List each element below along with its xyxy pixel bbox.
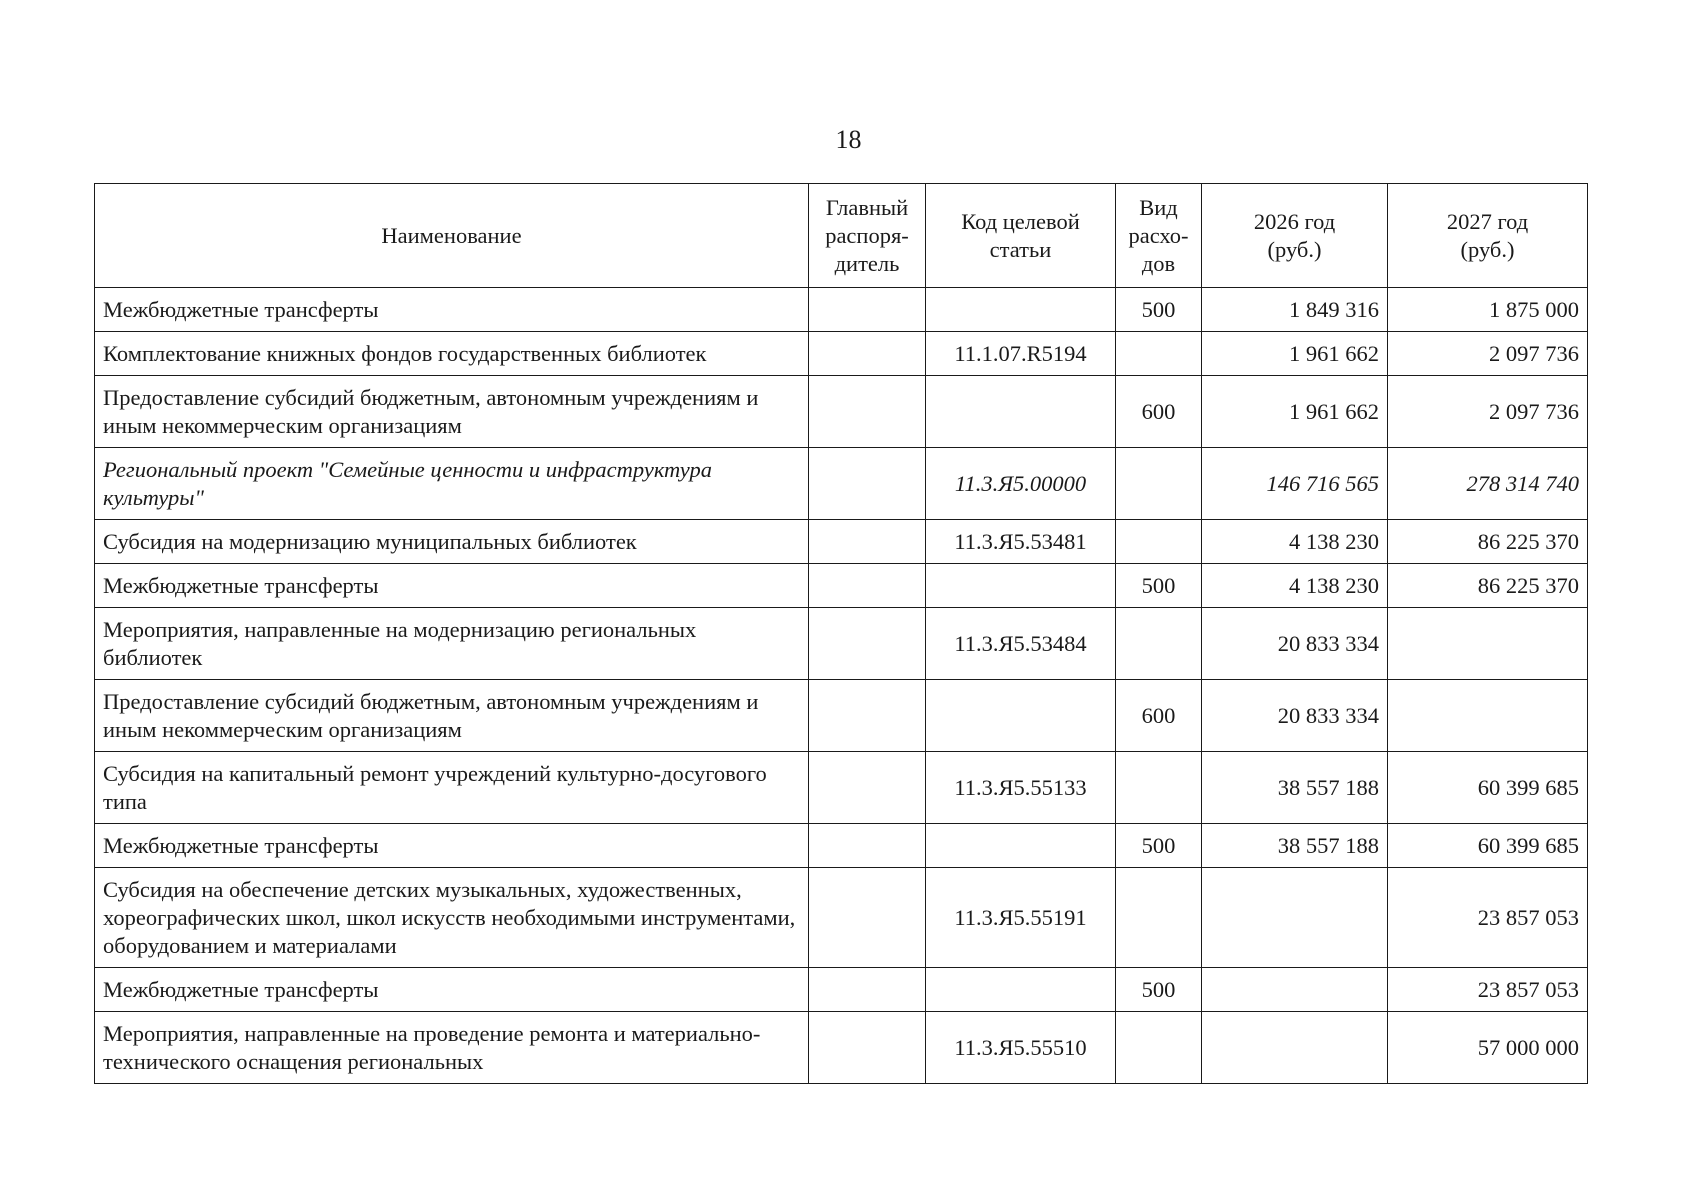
cell-2026: 1 961 662 — [1202, 376, 1388, 448]
cell-2027: 1 875 000 — [1388, 288, 1588, 332]
cell-2027 — [1388, 680, 1588, 752]
cell-2026: 146 716 565 — [1202, 448, 1388, 520]
cell-2027: 86 225 370 — [1388, 564, 1588, 608]
cell-name: Предоставление субсидий бюджетным, автономным учреждениям и иным некоммерческим организациям — [95, 376, 809, 448]
cell-2027: 60 399 685 — [1388, 752, 1588, 824]
cell-name: Субсидия на модернизацию муниципальных библиотек — [95, 520, 809, 564]
header-2026: 2026 год (руб.) — [1202, 184, 1388, 288]
cell-manager — [809, 752, 926, 824]
table-row — [95, 332, 1588, 376]
cell-type — [1116, 520, 1202, 564]
cell-2027: 278 314 740 — [1388, 448, 1588, 520]
cell-2026: 38 557 188 — [1202, 752, 1388, 824]
table-row — [95, 1012, 1588, 1084]
cell-type — [1116, 608, 1202, 680]
cell-manager — [809, 520, 926, 564]
header-name: Наименование — [95, 184, 809, 288]
cell-manager — [809, 288, 926, 332]
cell-name: Региональный проект "Семейные ценности и инфраструктура культуры" — [95, 448, 809, 520]
cell-manager — [809, 332, 926, 376]
cell-manager — [809, 1012, 926, 1084]
header-code: Код целевой статьи — [926, 184, 1116, 288]
cell-code — [926, 680, 1116, 752]
cell-name: Мероприятия, направленные на модернизацию региональных библиотек — [95, 608, 809, 680]
cell-2026 — [1202, 1012, 1388, 1084]
table-row — [95, 824, 1588, 868]
cell-manager — [809, 968, 926, 1012]
cell-code — [926, 376, 1116, 448]
cell-type: 500 — [1116, 968, 1202, 1012]
budget-table — [94, 183, 1588, 1084]
cell-type — [1116, 1012, 1202, 1084]
cell-type — [1116, 332, 1202, 376]
cell-name: Мероприятия, направленные на проведение ремонта и материально-технического оснащения региональных — [95, 1012, 809, 1084]
table-row — [95, 752, 1588, 824]
cell-2026 — [1202, 868, 1388, 968]
header-type: Вид расхо-дов — [1116, 184, 1202, 288]
cell-manager — [809, 680, 926, 752]
cell-name: Комплектование книжных фондов государственных библиотек — [95, 332, 809, 376]
cell-name: Межбюджетные трансферты — [95, 288, 809, 332]
page-number: 18 — [835, 125, 862, 154]
cell-type — [1116, 448, 1202, 520]
table-row — [95, 680, 1588, 752]
cell-2027: 2 097 736 — [1388, 376, 1588, 448]
cell-type: 500 — [1116, 564, 1202, 608]
table-row — [95, 520, 1588, 564]
cell-manager — [809, 564, 926, 608]
cell-type: 600 — [1116, 376, 1202, 448]
header-2027: 2027 год (руб.) — [1388, 184, 1588, 288]
cell-type — [1116, 752, 1202, 824]
cell-type — [1116, 868, 1202, 968]
cell-name: Субсидия на обеспечение детских музыкальных, художественных, хореографических школ, школ искусств необходимыми инструментами, оборудованием и материалами — [95, 868, 809, 968]
cell-code: 11.3.Я5.55191 — [926, 868, 1116, 968]
cell-type: 600 — [1116, 680, 1202, 752]
cell-manager — [809, 868, 926, 968]
cell-manager — [809, 608, 926, 680]
cell-manager — [809, 824, 926, 868]
cell-code — [926, 288, 1116, 332]
cell-name: Межбюджетные трансферты — [95, 824, 809, 868]
cell-2027: 60 399 685 — [1388, 824, 1588, 868]
cell-2026: 4 138 230 — [1202, 520, 1388, 564]
cell-manager — [809, 448, 926, 520]
cell-name: Субсидия на капитальный ремонт учреждений культурно-досугового типа — [95, 752, 809, 824]
table-row — [95, 376, 1588, 448]
cell-2026: 20 833 334 — [1202, 608, 1388, 680]
cell-type: 500 — [1116, 824, 1202, 868]
cell-2027: 2 097 736 — [1388, 332, 1588, 376]
cell-2027: 86 225 370 — [1388, 520, 1588, 564]
cell-2027 — [1388, 608, 1588, 680]
cell-code — [926, 968, 1116, 1012]
cell-name: Предоставление субсидий бюджетным, автономным учреждениям и иным некоммерческим организациям — [95, 680, 809, 752]
cell-2027: 23 857 053 — [1388, 868, 1588, 968]
cell-2026: 4 138 230 — [1202, 564, 1388, 608]
cell-code: 11.3.Я5.55510 — [926, 1012, 1116, 1084]
table-row — [95, 564, 1588, 608]
cell-name: Межбюджетные трансферты — [95, 564, 809, 608]
table-row — [95, 448, 1588, 520]
cell-2026: 1 849 316 — [1202, 288, 1388, 332]
cell-code: 11.1.07.R5194 — [926, 332, 1116, 376]
cell-2026 — [1202, 968, 1388, 1012]
cell-code: 11.3.Я5.55133 — [926, 752, 1116, 824]
cell-manager — [809, 376, 926, 448]
cell-2027: 23 857 053 — [1388, 968, 1588, 1012]
header-manager: Главный распоря-дитель — [809, 184, 926, 288]
table-row — [95, 608, 1588, 680]
cell-2026: 38 557 188 — [1202, 824, 1388, 868]
table-row — [95, 288, 1588, 332]
cell-2027: 57 000 000 — [1388, 1012, 1588, 1084]
table-row — [95, 968, 1588, 1012]
cell-type: 500 — [1116, 288, 1202, 332]
cell-name: Межбюджетные трансферты — [95, 968, 809, 1012]
table-row — [95, 868, 1588, 968]
cell-code: 11.3.Я5.53481 — [926, 520, 1116, 564]
cell-code — [926, 564, 1116, 608]
cell-code: 11.3.Я5.53484 — [926, 608, 1116, 680]
cell-2026: 1 961 662 — [1202, 332, 1388, 376]
table-header-row — [95, 184, 1588, 288]
cell-code — [926, 824, 1116, 868]
cell-2026: 20 833 334 — [1202, 680, 1388, 752]
cell-code: 11.3.Я5.00000 — [926, 448, 1116, 520]
